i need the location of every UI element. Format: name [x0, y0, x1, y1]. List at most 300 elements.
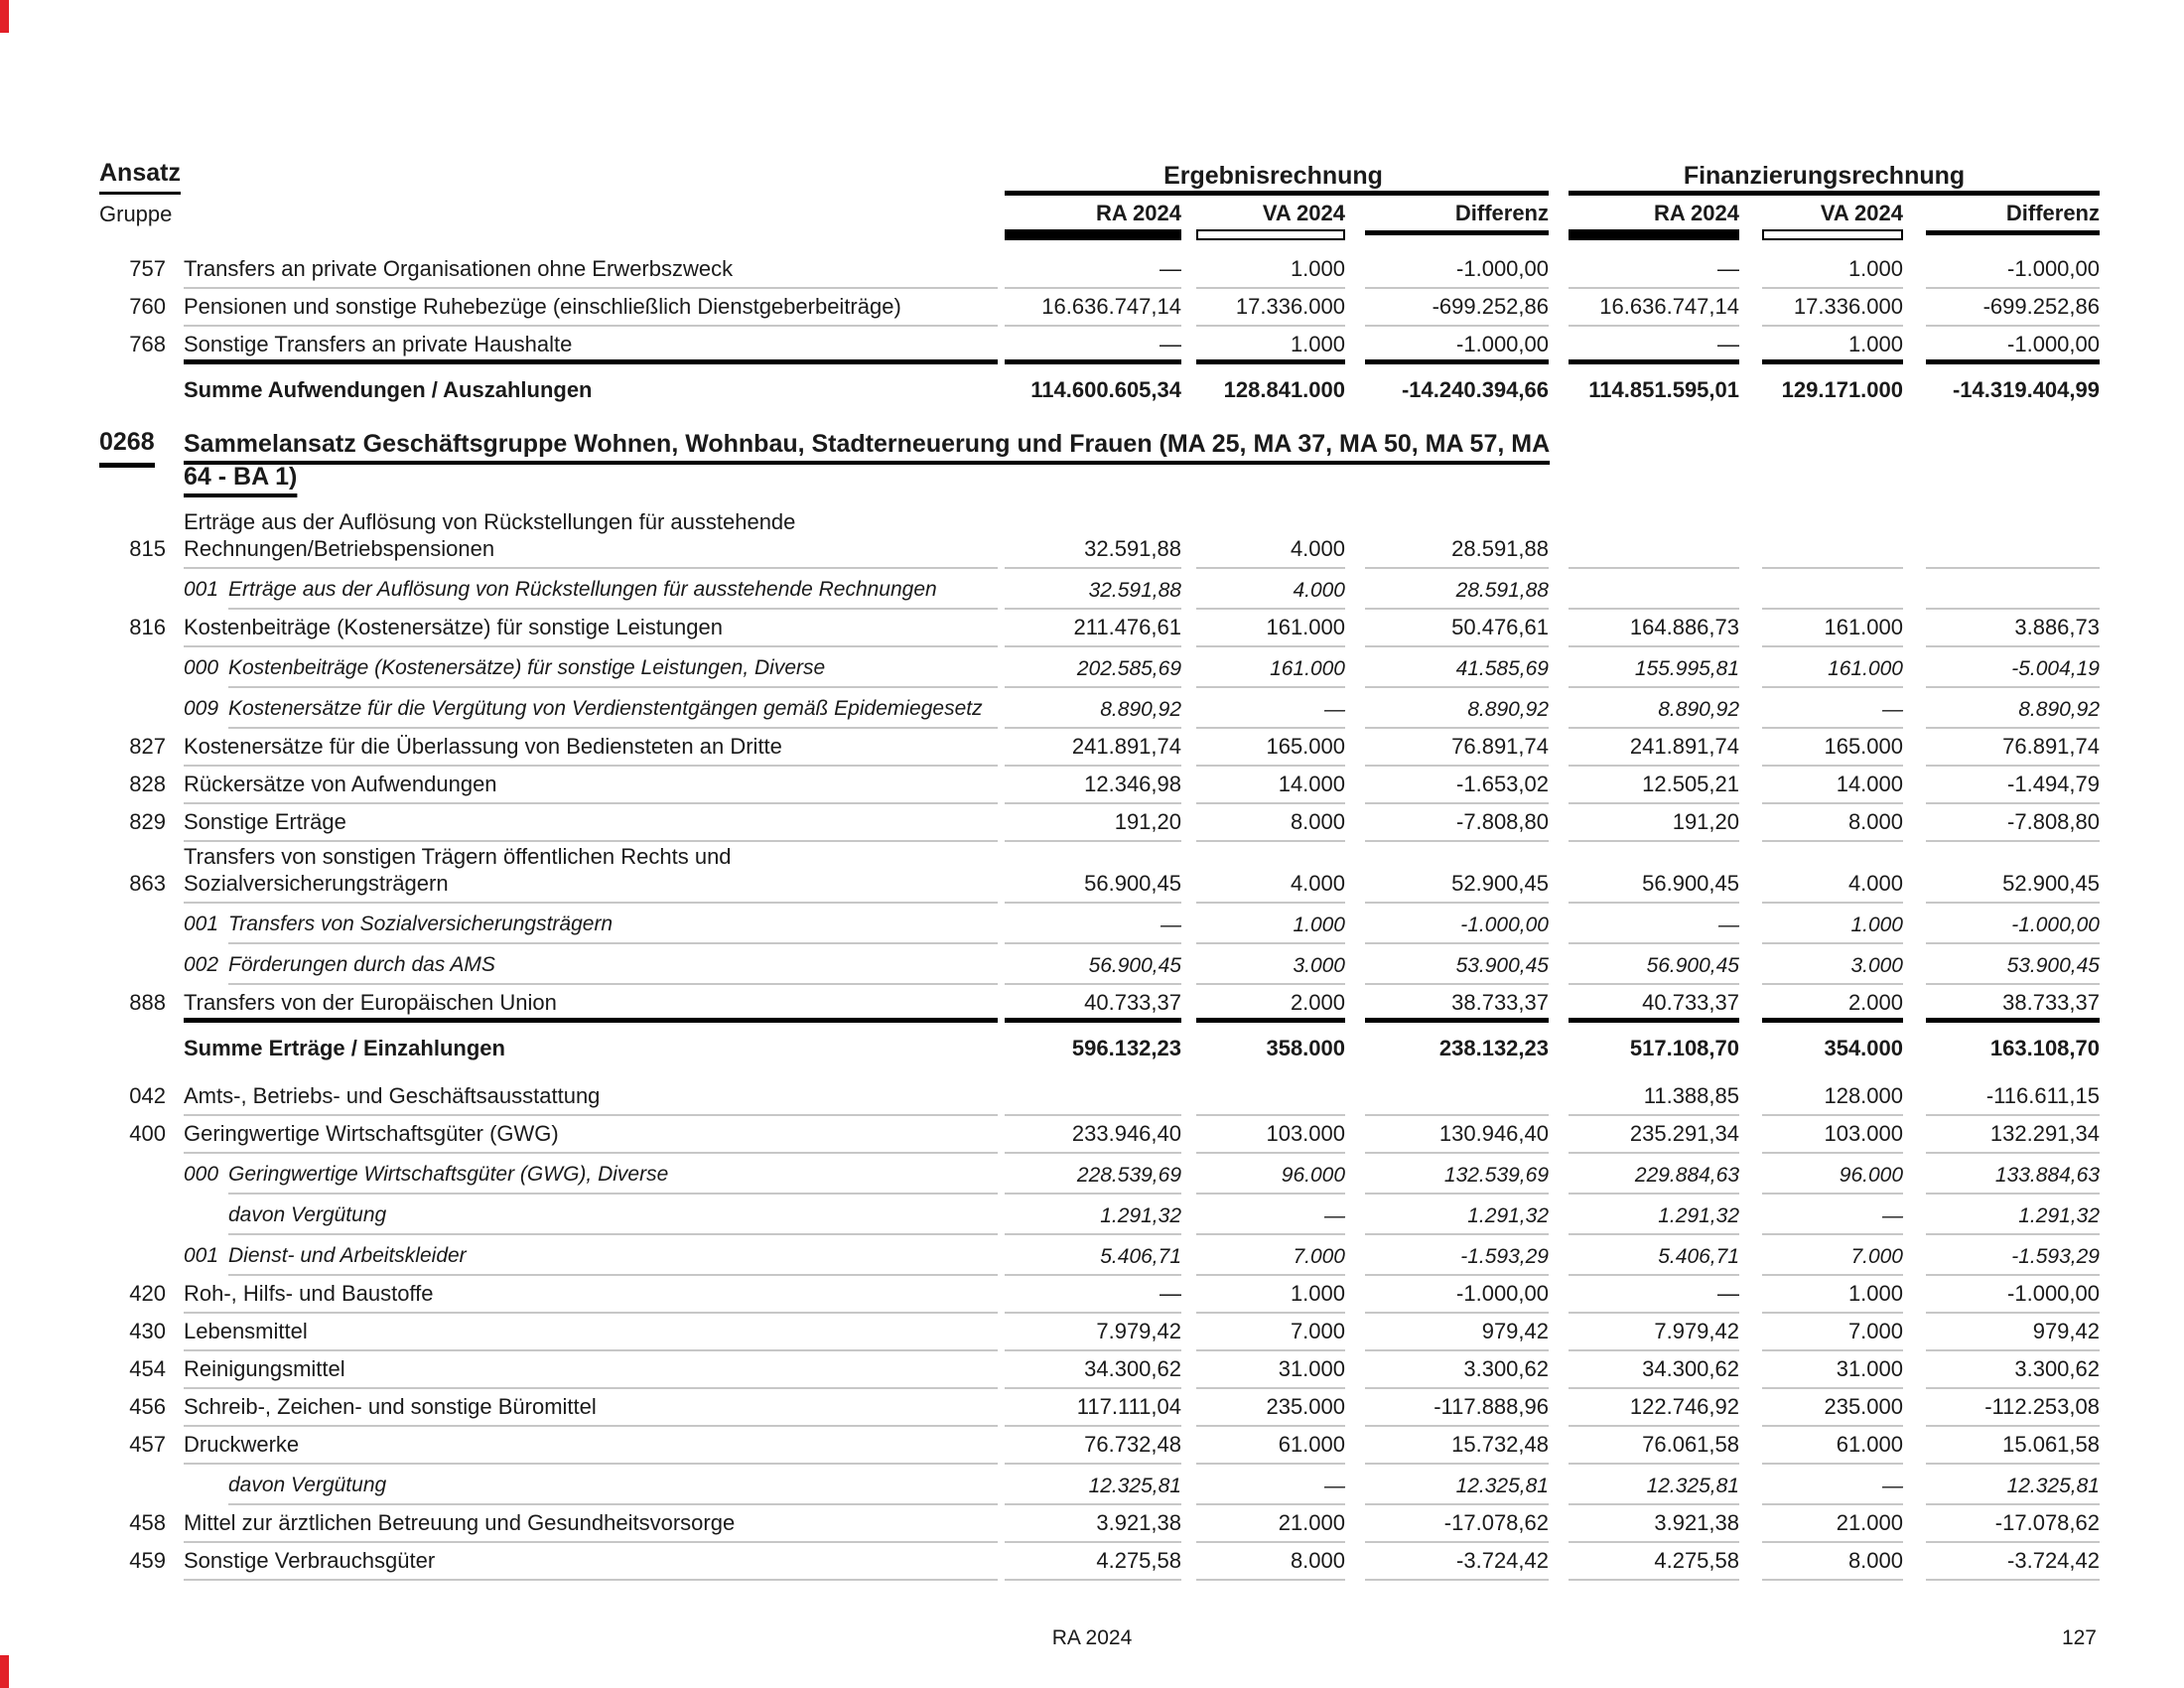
table-row	[99, 1235, 2100, 1276]
row-code: 456	[129, 1394, 166, 1419]
value-cell: 161.000	[1181, 657, 1345, 688]
value-cell: -699.252,86	[1345, 294, 1549, 327]
value-cell: -116.611,15	[1903, 1083, 2100, 1116]
row-description	[166, 1393, 998, 1427]
value-cell: 1.291,32	[1345, 1204, 1549, 1235]
value-cell: 161.000	[1739, 657, 1903, 688]
value-cell: —	[1739, 1204, 1903, 1235]
legend-bar-outlined	[1762, 229, 1903, 240]
row-description	[166, 1472, 998, 1505]
row-code	[99, 978, 166, 985]
value-cell: 56.900,45	[998, 871, 1181, 904]
value-cell: 76.732,48	[998, 1432, 1181, 1465]
value-cell: 241.891,74	[998, 734, 1181, 767]
row-description	[166, 1120, 998, 1154]
value-cell: -117.888,96	[1345, 1394, 1549, 1427]
row-description	[166, 654, 998, 688]
value-cell: —	[1549, 914, 1739, 944]
value-cell: 596.132,23	[1071, 1036, 1181, 1060]
value-cell: —	[998, 1281, 1181, 1314]
table-row	[99, 904, 2100, 944]
value-cell: 12.325,81	[1549, 1475, 1739, 1505]
value-cell: -7.808,80	[1903, 809, 2100, 842]
value-cell: 4.000	[1181, 536, 1345, 569]
value-cell: 56.900,45	[998, 954, 1181, 985]
value-cell: 161.000	[1181, 615, 1345, 647]
table-row	[99, 1505, 2100, 1543]
row-description-text: Transfers von sonstigen Trägern öffentlichen Rechts und Sozialversicherungsträgern	[184, 844, 732, 896]
row-subcode: 000	[184, 656, 219, 679]
column-header-va2024: VA 2024	[1262, 201, 1345, 225]
row-description-text: Transfers von der Europäischen Union	[184, 990, 557, 1015]
value-cell: 1.291,32	[1903, 1204, 2100, 1235]
value-cell: 163.108,70	[1989, 1036, 2100, 1060]
row-description-text: Rückersätze von Aufwendungen	[184, 772, 497, 796]
group-title-finanzierungsrechnung: Finanzierungsrechnung	[1683, 162, 1966, 190]
value-cell: 56.900,45	[1549, 871, 1739, 904]
row-description-text: Sonstige Erträge	[184, 809, 346, 834]
value-cell: 354.000	[1824, 1036, 1903, 1060]
row-code	[99, 1498, 166, 1505]
value-cell	[1549, 603, 1739, 610]
row-description	[166, 1161, 998, 1195]
value-cell: 114.851.595,01	[1588, 377, 1739, 402]
value-cell: 53.900,45	[1345, 954, 1549, 985]
table-row	[99, 1465, 2100, 1505]
value-cell: 8.000	[1181, 1548, 1345, 1581]
table-row	[99, 1023, 2100, 1068]
row-description-text: Erträge aus der Auflösung von Rückstellungen für ausstehende Rechnungen/Betriebspensionen	[184, 509, 796, 561]
value-cell: 76.891,74	[1345, 734, 1549, 767]
value-cell: 128.841.000	[1223, 377, 1345, 402]
column-header-ra2024: RA 2024	[1653, 201, 1739, 225]
row-code: 459	[129, 1548, 166, 1573]
value-cell: 5.406,71	[998, 1245, 1181, 1276]
row-description	[166, 695, 998, 729]
row-description	[166, 1082, 998, 1116]
value-cell: 2.000	[1181, 990, 1345, 1023]
value-cell: 21.000	[1739, 1510, 1903, 1543]
value-cell: -112.253,08	[1903, 1394, 2100, 1427]
value-cell: -1.593,29	[1903, 1245, 2100, 1276]
value-cell: —	[1549, 332, 1739, 364]
value-cell: 17.336.000	[1181, 294, 1345, 327]
row-description-text: Geringwertige Wirtschaftsgüter (GWG)	[184, 1121, 559, 1146]
value-cell: 14.000	[1739, 772, 1903, 804]
row-description-text: Sonstige Verbrauchsgüter	[184, 1548, 436, 1573]
value-cell: 3.886,73	[1903, 615, 2100, 647]
value-cell: 129.171.000	[1781, 377, 1903, 402]
table-row	[99, 1543, 2100, 1581]
row-code	[99, 1188, 166, 1195]
column-header-ra2024: RA 2024	[1095, 201, 1181, 225]
row-subcode: 002	[184, 953, 219, 976]
table-row	[99, 804, 2100, 842]
row-code	[99, 681, 166, 688]
value-cell: 103.000	[1739, 1121, 1903, 1154]
value-cell: 130.946,40	[1345, 1121, 1549, 1154]
ansatz-label: Ansatz	[99, 159, 181, 195]
value-cell: 16.636.747,14	[998, 294, 1181, 327]
table-row	[99, 251, 2100, 289]
value-cell: 3.000	[1739, 954, 1903, 985]
value-cell: 28.591,88	[1345, 579, 1549, 610]
section-title: Sammelansatz Geschäftsgruppe Wohnen, Wohnbau, Stadterneuerung und Frauen (MA 25, MA 37, MA 50, MA 57, MA 64 - BA 1)	[184, 430, 1551, 491]
value-cell: 40.733,37	[1549, 990, 1739, 1023]
row-description	[166, 1509, 998, 1543]
row-code: 042	[129, 1083, 166, 1108]
row-subcode: 001	[184, 578, 219, 601]
row-code: 760	[129, 294, 166, 319]
value-cell: 52.900,45	[1345, 871, 1549, 904]
row-description	[166, 508, 998, 569]
value-cell: 34.300,62	[1549, 1356, 1739, 1389]
row-description-text: davon Vergütung	[228, 1203, 387, 1226]
value-cell: 191,20	[998, 809, 1181, 842]
value-cell: -1.000,00	[1903, 332, 2100, 364]
value-cell: -5.004,19	[1903, 657, 2100, 688]
value-cell: 31.000	[1739, 1356, 1903, 1389]
section-header	[99, 410, 2184, 507]
legend-bar-filled	[1569, 229, 1739, 240]
value-cell: 8.890,92	[1549, 698, 1739, 729]
table-row	[99, 842, 2100, 904]
value-cell: 14.000	[1181, 772, 1345, 804]
value-cell	[1181, 1109, 1345, 1116]
value-cell: 38.733,37	[1345, 990, 1549, 1023]
value-cell: 31.000	[1181, 1356, 1345, 1389]
value-cell: 61.000	[1181, 1432, 1345, 1465]
value-cell: 7.979,42	[1549, 1319, 1739, 1351]
value-cell: 1.000	[1739, 256, 1903, 289]
group-underline	[1005, 191, 1549, 196]
value-cell: -1.000,00	[1345, 1281, 1549, 1314]
value-cell: 52.900,45	[1903, 871, 2100, 904]
value-cell	[1739, 603, 1903, 610]
table-row	[99, 1351, 2100, 1389]
value-cell	[1739, 562, 1903, 569]
value-cell: 12.325,81	[1903, 1475, 2100, 1505]
value-cell: 235.291,34	[1549, 1121, 1739, 1154]
table-row	[99, 767, 2100, 804]
value-cell: —	[1181, 698, 1345, 729]
row-code	[99, 1061, 166, 1068]
value-cell: 5.406,71	[1549, 1245, 1739, 1276]
value-cell: 16.636.747,14	[1549, 294, 1739, 327]
legend-bar-filled	[1005, 229, 1181, 240]
value-cell: 34.300,62	[998, 1356, 1181, 1389]
table-row	[99, 1427, 2100, 1465]
value-cell: -1.000,00	[1903, 914, 2100, 944]
value-cell: 979,42	[1345, 1319, 1549, 1351]
value-cell: 12.346,98	[998, 772, 1181, 804]
value-cell: 165.000	[1739, 734, 1903, 767]
row-description	[166, 989, 998, 1023]
value-cell: 96.000	[1181, 1164, 1345, 1195]
value-cell: -17.078,62	[1345, 1510, 1549, 1543]
row-code: 768	[129, 332, 166, 356]
legend-bar-line	[1926, 230, 2100, 235]
row-description-text: Reinigungsmittel	[184, 1356, 345, 1381]
value-cell: 228.539,69	[998, 1164, 1181, 1195]
value-cell: -1.593,29	[1345, 1245, 1549, 1276]
value-cell: 1.291,32	[1549, 1204, 1739, 1235]
value-cell: 11.388,85	[1549, 1083, 1739, 1116]
value-cell: —	[998, 914, 1181, 944]
value-cell: 133.884,63	[1903, 1164, 2100, 1195]
value-cell: 1.291,32	[998, 1204, 1181, 1235]
section-code: 0268	[99, 428, 184, 468]
value-cell: 3.300,62	[1345, 1356, 1549, 1389]
table-row	[99, 569, 2100, 610]
value-cell: 8.890,92	[998, 698, 1181, 729]
value-cell: —	[1739, 698, 1903, 729]
row-description-text: Geringwertige Wirtschaftsgüter (GWG), Diverse	[228, 1163, 669, 1186]
value-cell: 229.884,63	[1549, 1164, 1739, 1195]
row-description	[166, 1318, 998, 1351]
value-cell: -1.000,00	[1903, 256, 2100, 289]
value-cell	[1549, 562, 1739, 569]
row-description	[166, 843, 998, 904]
value-cell: 4.275,58	[1549, 1548, 1739, 1581]
column-legend-bars	[99, 229, 2100, 249]
value-cell: 7.979,42	[998, 1319, 1181, 1351]
value-cell: 3.921,38	[1549, 1510, 1739, 1543]
row-subcode: 001	[184, 913, 219, 935]
value-cell: -699.252,86	[1903, 294, 2100, 327]
row-header-labels	[99, 159, 181, 227]
value-cell: 15.061,58	[1903, 1432, 2100, 1465]
value-cell: 1.000	[1181, 332, 1345, 364]
value-cell: —	[1549, 256, 1739, 289]
table-row	[99, 1154, 2100, 1195]
row-description-text: Druckwerke	[184, 1432, 300, 1457]
value-cell: 21.000	[1181, 1510, 1345, 1543]
value-cell: -17.078,62	[1903, 1510, 2100, 1543]
row-description	[166, 1355, 998, 1389]
value-cell: -3.724,42	[1345, 1548, 1549, 1581]
row-description-text: Kostenersätze für die Vergütung von Verdienstentgängen gemäß Epidemiegesetz	[228, 697, 983, 720]
row-description-text: Summe Erträge / Einzahlungen	[184, 1036, 505, 1060]
value-cell: -7.808,80	[1345, 809, 1549, 842]
value-cell	[1345, 1109, 1549, 1116]
row-description-text: Kostenbeiträge (Kostenersätze) für sonstige Leistungen, Diverse	[228, 656, 826, 679]
row-code: 815	[129, 536, 166, 561]
row-description	[166, 1431, 998, 1465]
row-description-text: Pensionen und sonstige Ruhebezüge (einschließlich Dienstgeberbeiträge)	[184, 294, 901, 319]
row-description	[166, 1201, 998, 1235]
row-description-text: Kostenbeiträge (Kostenersätze) für sonstige Leistungen	[184, 615, 723, 639]
row-description-text: Kostenersätze für die Überlassung von Bediensteten an Dritte	[184, 734, 782, 759]
legend-bar-line	[1365, 230, 1549, 235]
table-row	[99, 985, 2100, 1023]
value-cell	[1903, 603, 2100, 610]
value-cell: 164.886,73	[1549, 615, 1739, 647]
row-code	[99, 603, 166, 610]
value-cell: 117.111,04	[998, 1394, 1181, 1427]
row-subcode: 001	[184, 1244, 219, 1267]
value-cell: 38.733,37	[1903, 990, 2100, 1023]
page-footer	[0, 1626, 2184, 1656]
value-cell: 3.300,62	[1903, 1356, 2100, 1389]
value-cell: —	[998, 256, 1181, 289]
value-cell: 96.000	[1739, 1164, 1903, 1195]
value-cell: 358.000	[1266, 1036, 1345, 1060]
value-cell: -1.000,00	[1345, 256, 1549, 289]
row-description	[166, 771, 998, 804]
column-headers	[99, 198, 2100, 229]
table-header	[0, 0, 2184, 249]
value-cell: 235.000	[1739, 1394, 1903, 1427]
value-cell: 28.591,88	[1345, 536, 1549, 569]
row-code: 420	[129, 1281, 166, 1306]
row-description-text: Summe Aufwendungen / Auszahlungen	[184, 377, 593, 402]
row-subcode: 000	[184, 1163, 219, 1186]
value-cell: —	[1549, 1281, 1739, 1314]
row-subcode: 009	[184, 697, 219, 720]
table-row	[99, 1276, 2100, 1314]
table-row	[99, 1389, 2100, 1427]
value-cell: 1.000	[1739, 1281, 1903, 1314]
value-cell: —	[998, 332, 1181, 364]
value-cell: 191,20	[1549, 809, 1739, 842]
row-description-text: Erträge aus der Auflösung von Rückstellungen für ausstehende Rechnungen	[228, 578, 937, 601]
row-description-text: Sonstige Transfers an private Haushalte	[184, 332, 573, 356]
row-description	[166, 808, 998, 842]
value-cell: 76.061,58	[1549, 1432, 1739, 1465]
row-code: 829	[129, 809, 166, 834]
row-code: 454	[129, 1356, 166, 1381]
value-cell: 4.000	[1181, 871, 1345, 904]
value-cell: 211.476,61	[998, 615, 1181, 647]
value-cell: 3.921,38	[998, 1510, 1181, 1543]
value-cell: -14.319.404,99	[1952, 377, 2100, 402]
gruppe-label: Gruppe	[99, 202, 173, 226]
row-description	[166, 255, 998, 289]
value-cell: 165.000	[1181, 734, 1345, 767]
table-row	[99, 1078, 2100, 1116]
table-row	[99, 729, 2100, 767]
value-cell: 155.995,81	[1549, 657, 1739, 688]
row-code: 888	[129, 990, 166, 1015]
row-description-text: Förderungen durch das AMS	[228, 953, 495, 976]
value-cell	[1903, 562, 2100, 569]
value-cell: -1.000,00	[1345, 332, 1549, 364]
value-cell: -1.653,02	[1345, 772, 1549, 804]
value-cell: -1.494,79	[1903, 772, 2100, 804]
value-cell: -14.240.394,66	[1401, 377, 1549, 402]
row-description-text: Transfers von Sozialversicherungsträgern	[228, 913, 614, 935]
row-description-text: Schreib-, Zeichen- und sonstige Büromittel	[184, 1394, 597, 1419]
row-code: 816	[129, 615, 166, 639]
value-cell: 4.275,58	[998, 1548, 1181, 1581]
value-cell: 3.000	[1181, 954, 1345, 985]
value-cell: 40.733,37	[998, 990, 1181, 1023]
row-code: 827	[129, 734, 166, 759]
value-cell: 1.000	[1739, 914, 1903, 944]
value-cell: 56.900,45	[1549, 954, 1739, 985]
row-description-text: Roh-, Hilfs- und Baustoffe	[184, 1281, 434, 1306]
row-description	[166, 1035, 998, 1068]
row-code: 430	[129, 1319, 166, 1343]
row-description-text: Transfers an private Organisationen ohne Erwerbszweck	[184, 256, 734, 281]
value-cell: 12.325,81	[1345, 1475, 1549, 1505]
value-cell: 132.539,69	[1345, 1164, 1549, 1195]
legend-bar-outlined	[1196, 229, 1345, 240]
value-cell: 1.000	[1181, 914, 1345, 944]
group-underline	[1569, 191, 2100, 196]
value-cell: 238.132,23	[1438, 1036, 1549, 1060]
row-code: 757	[129, 256, 166, 281]
group-title-underlines	[99, 191, 2100, 198]
row-code	[99, 722, 166, 729]
value-cell: -1.000,00	[1345, 914, 1549, 944]
row-code	[99, 1269, 166, 1276]
value-cell: 4.000	[1739, 871, 1903, 904]
value-cell	[998, 1109, 1181, 1116]
value-cell: 122.746,92	[1549, 1394, 1739, 1427]
value-cell: 1.000	[1181, 1281, 1345, 1314]
value-cell: 50.476,61	[1345, 615, 1549, 647]
table-row	[99, 1195, 2100, 1235]
value-cell: 7.000	[1739, 1319, 1903, 1351]
value-cell: 114.600.605,34	[1030, 377, 1181, 402]
value-cell: 233.946,40	[998, 1121, 1181, 1154]
value-cell: 76.891,74	[1903, 734, 2100, 767]
value-cell: 53.900,45	[1903, 954, 2100, 985]
row-description-text: Amts-, Betriebs- und Geschäftsausstattung	[184, 1083, 601, 1108]
red-edge-mark-bottom	[0, 1655, 9, 1688]
value-cell: 12.325,81	[998, 1475, 1181, 1505]
value-cell: 202.585,69	[998, 657, 1181, 688]
row-description-text: davon Vergütung	[228, 1474, 387, 1496]
value-cell: 7.000	[1181, 1319, 1345, 1351]
table-row	[99, 688, 2100, 729]
row-description	[166, 1280, 998, 1314]
value-cell: 1.000	[1181, 256, 1345, 289]
value-cell: 41.585,69	[1345, 657, 1549, 688]
table-body	[0, 251, 2184, 1581]
row-description	[166, 614, 998, 647]
value-cell: 235.000	[1181, 1394, 1345, 1427]
value-cell: -1.000,00	[1903, 1281, 2100, 1314]
value-cell: 17.336.000	[1739, 294, 1903, 327]
row-code	[99, 937, 166, 944]
table-row	[99, 327, 2100, 364]
row-code: 458	[129, 1510, 166, 1535]
column-header-va2024: VA 2024	[1820, 201, 1903, 225]
value-cell: 132.291,34	[1903, 1121, 2100, 1154]
row-description-text: Mittel zur ärztlichen Betreuung und Gesundheitsvorsorge	[184, 1510, 736, 1535]
value-cell: 8.890,92	[1345, 698, 1549, 729]
row-description-text: Dienst- und Arbeitskleider	[228, 1244, 467, 1267]
group-title-ergebnisrechnung: Ergebnisrechnung	[1163, 162, 1383, 190]
value-cell: 61.000	[1739, 1432, 1903, 1465]
value-cell: —	[1181, 1204, 1345, 1235]
row-code: 400	[129, 1121, 166, 1146]
value-cell: 7.000	[1181, 1245, 1345, 1276]
value-cell: 103.000	[1181, 1121, 1345, 1154]
table-row	[99, 364, 2100, 410]
value-cell: 8.000	[1181, 809, 1345, 842]
row-description-text: Lebensmittel	[184, 1319, 308, 1343]
value-cell: 241.891,74	[1549, 734, 1739, 767]
row-code: 457	[129, 1432, 166, 1457]
page-number: 127	[2061, 1626, 2097, 1649]
value-cell: 979,42	[1903, 1319, 2100, 1351]
row-description	[166, 293, 998, 327]
footer-document-label: RA 2024	[1051, 1626, 1133, 1649]
